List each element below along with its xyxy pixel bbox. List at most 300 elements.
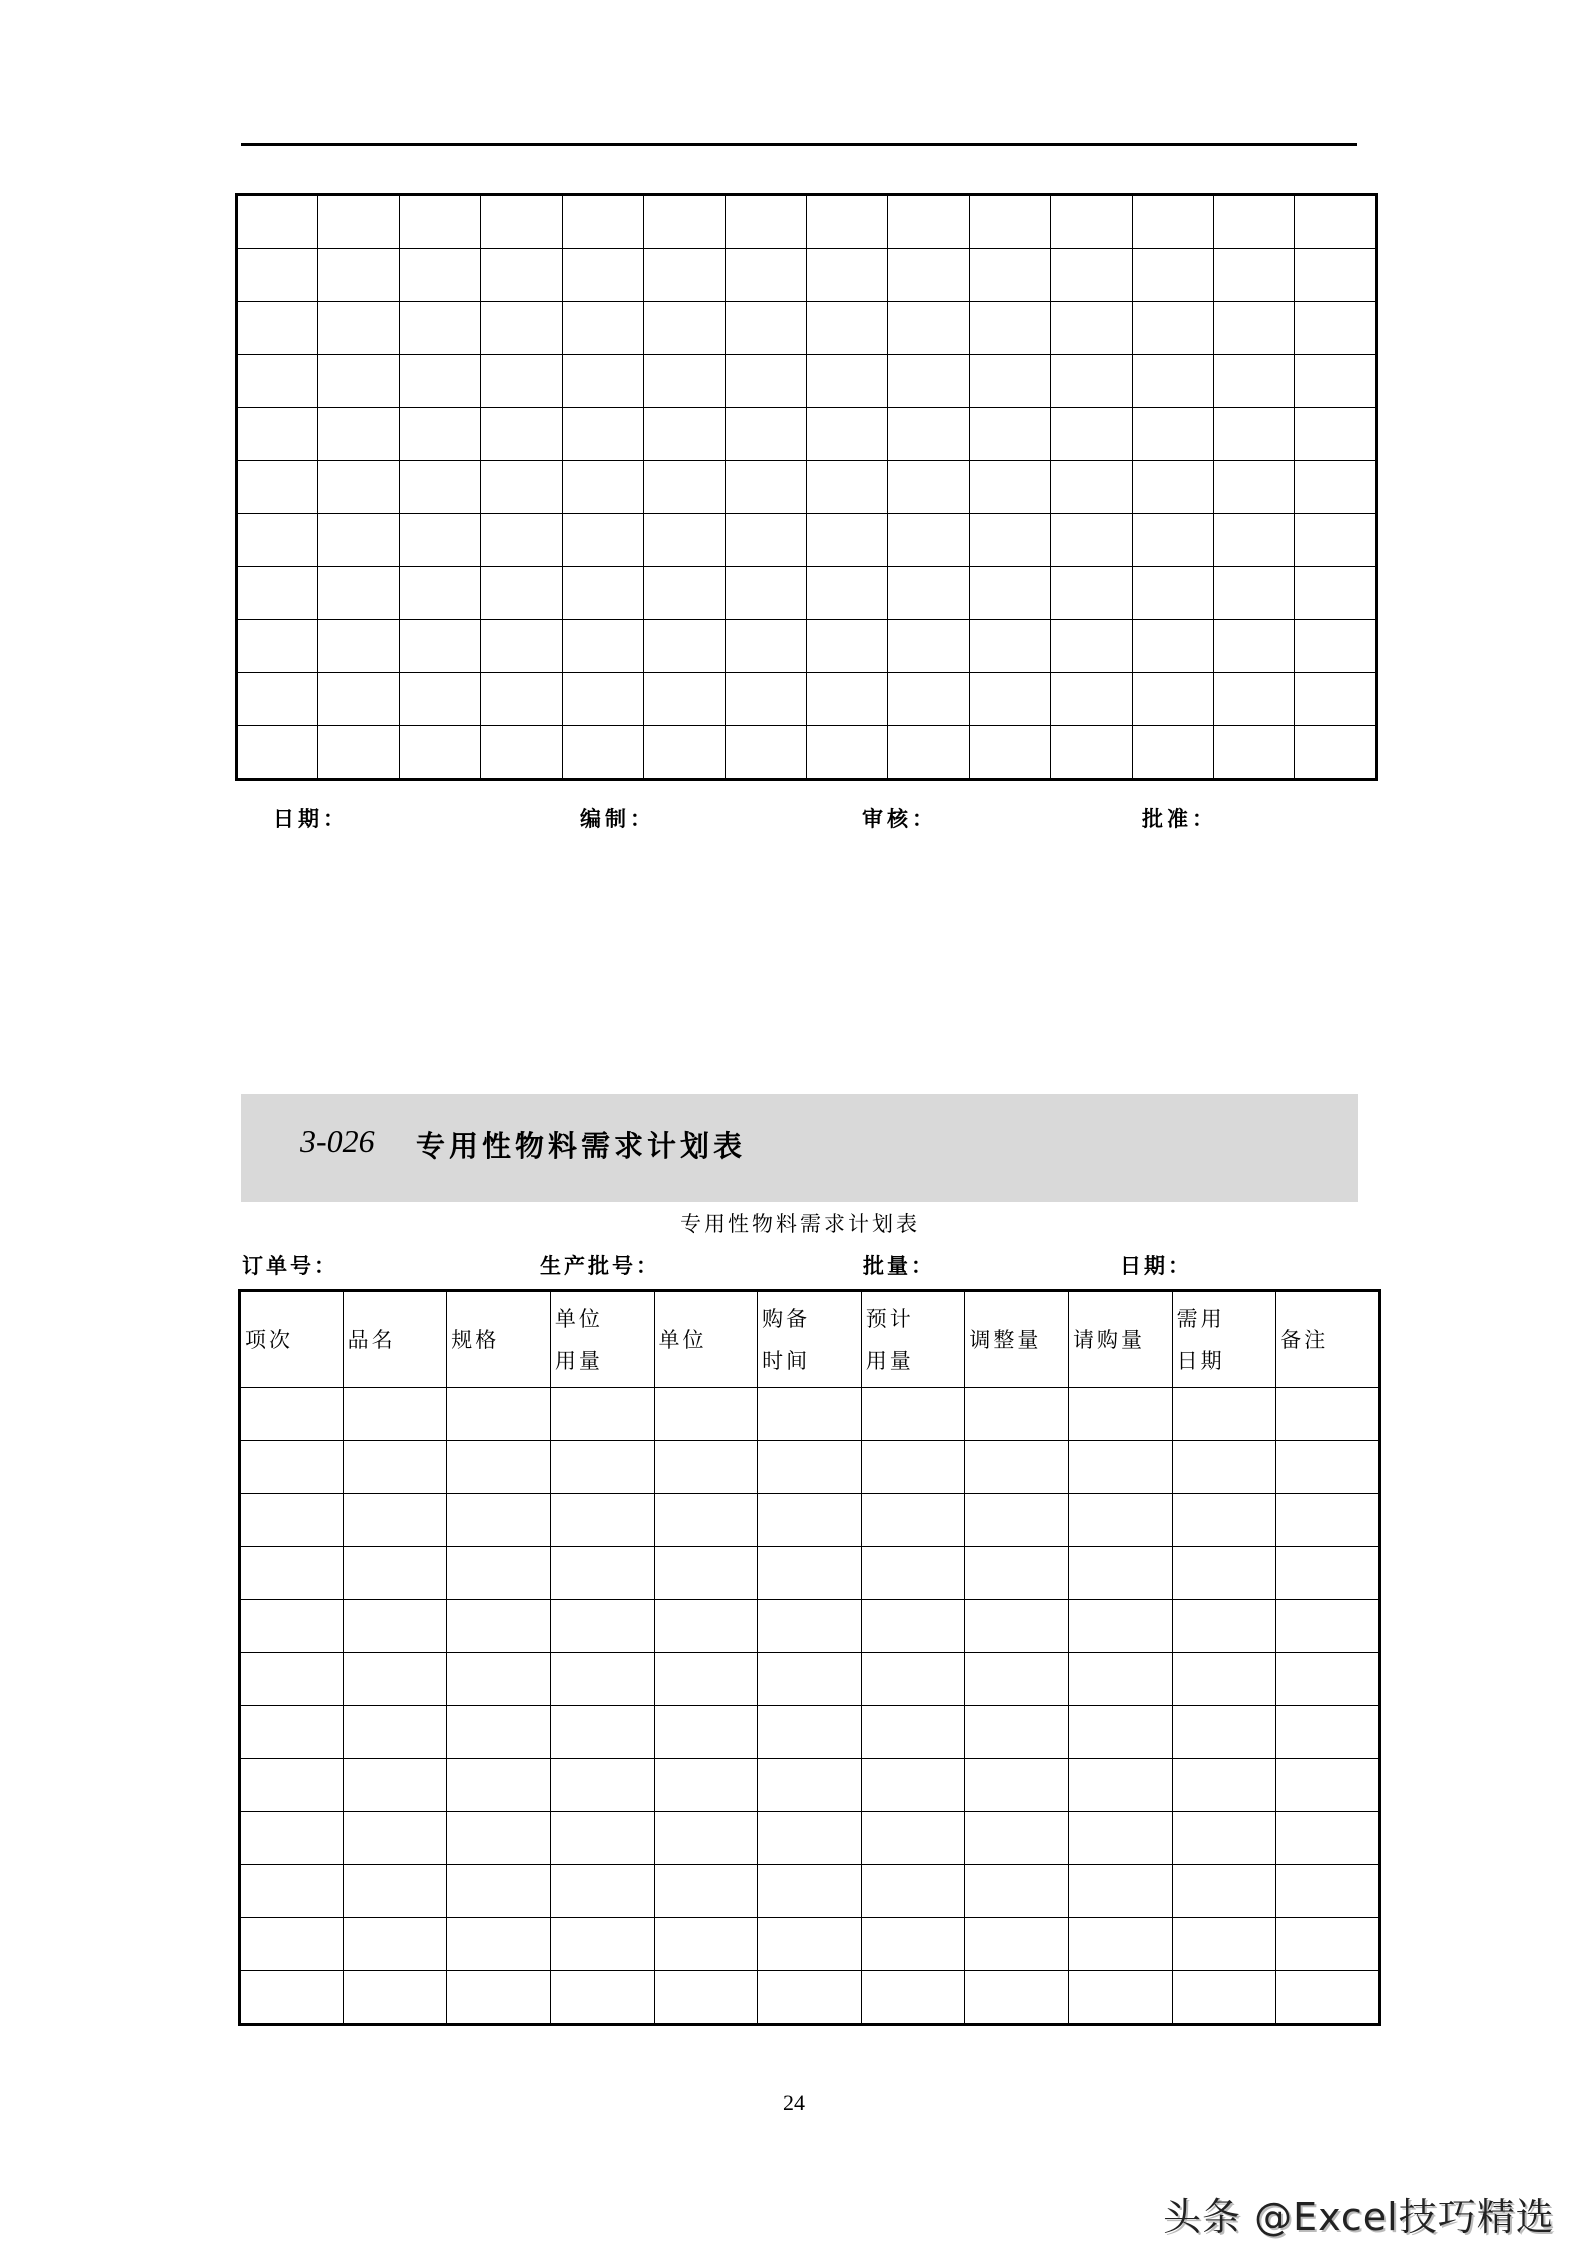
table-cell[interactable] bbox=[861, 1494, 965, 1547]
grid-cell[interactable] bbox=[1051, 567, 1132, 620]
grid-cell[interactable] bbox=[888, 673, 969, 726]
grid-cell[interactable] bbox=[969, 408, 1050, 461]
table-cell[interactable] bbox=[654, 1865, 758, 1918]
table-cell[interactable] bbox=[447, 1441, 551, 1494]
table-cell[interactable] bbox=[654, 1812, 758, 1865]
grid-cell[interactable] bbox=[481, 249, 562, 302]
table-cell[interactable] bbox=[965, 1706, 1069, 1759]
grid-cell[interactable] bbox=[888, 302, 969, 355]
table-cell[interactable] bbox=[343, 1865, 447, 1918]
table-cell[interactable] bbox=[861, 1441, 965, 1494]
grid-cell[interactable] bbox=[806, 673, 887, 726]
grid-cell[interactable] bbox=[1051, 726, 1132, 780]
grid-cell[interactable] bbox=[562, 726, 643, 780]
grid-row bbox=[237, 514, 1377, 567]
grid-cell[interactable] bbox=[318, 726, 399, 780]
grid-cell[interactable] bbox=[318, 355, 399, 408]
grid-cell[interactable] bbox=[562, 408, 643, 461]
grid-cell[interactable] bbox=[1051, 408, 1132, 461]
table-cell[interactable] bbox=[861, 1388, 965, 1441]
grid-cell[interactable] bbox=[481, 620, 562, 673]
grid-cell[interactable] bbox=[1295, 620, 1377, 673]
grid-cell[interactable] bbox=[1214, 408, 1295, 461]
table-cell[interactable] bbox=[965, 1971, 1069, 2025]
grid-row bbox=[237, 567, 1377, 620]
table-cell[interactable] bbox=[1172, 1600, 1276, 1653]
table-cell[interactable] bbox=[240, 1812, 344, 1865]
table-cell[interactable] bbox=[758, 1547, 862, 1600]
grid-cell[interactable] bbox=[888, 355, 969, 408]
grid-cell[interactable] bbox=[725, 726, 806, 780]
grid-cell[interactable] bbox=[318, 514, 399, 567]
table-cell[interactable] bbox=[1069, 1388, 1173, 1441]
grid-cell[interactable] bbox=[318, 302, 399, 355]
grid-cell[interactable] bbox=[237, 461, 318, 514]
table-cell[interactable] bbox=[861, 1918, 965, 1971]
table-cell[interactable] bbox=[447, 1388, 551, 1441]
table-cell[interactable] bbox=[965, 1388, 1069, 1441]
grid-cell[interactable] bbox=[806, 620, 887, 673]
table-cell[interactable] bbox=[447, 1759, 551, 1812]
grid-cell[interactable] bbox=[562, 355, 643, 408]
grid-cell[interactable] bbox=[644, 249, 725, 302]
table-cell[interactable] bbox=[240, 1971, 344, 2025]
table-cell[interactable] bbox=[861, 1812, 965, 1865]
table-cell[interactable] bbox=[1276, 1759, 1380, 1812]
grid-cell[interactable] bbox=[562, 461, 643, 514]
quantity-label: 批量： bbox=[863, 1254, 935, 1278]
grid-cell[interactable] bbox=[1132, 249, 1213, 302]
grid-cell[interactable] bbox=[562, 249, 643, 302]
grid-cell[interactable] bbox=[1295, 302, 1377, 355]
table-cell[interactable] bbox=[447, 1971, 551, 2025]
grid-cell[interactable] bbox=[237, 355, 318, 408]
table-cell[interactable] bbox=[447, 1653, 551, 1706]
table-cell[interactable] bbox=[1069, 1494, 1173, 1547]
grid-cell[interactable] bbox=[644, 302, 725, 355]
grid-cell[interactable] bbox=[725, 514, 806, 567]
grid-cell[interactable] bbox=[237, 195, 318, 249]
table-cell[interactable] bbox=[1276, 1971, 1380, 2025]
table-cell[interactable] bbox=[1276, 1547, 1380, 1600]
table-cell[interactable] bbox=[861, 1600, 965, 1653]
grid-cell[interactable] bbox=[1051, 620, 1132, 673]
table-cell[interactable] bbox=[240, 1494, 344, 1547]
table-cell[interactable] bbox=[1276, 1388, 1380, 1441]
grid-cell[interactable] bbox=[399, 514, 480, 567]
table-cell[interactable] bbox=[654, 1388, 758, 1441]
table-cell[interactable] bbox=[550, 1653, 654, 1706]
grid-cell[interactable] bbox=[1132, 408, 1213, 461]
table-cell[interactable] bbox=[343, 1653, 447, 1706]
grid-cell[interactable] bbox=[318, 461, 399, 514]
grid-cell[interactable] bbox=[399, 249, 480, 302]
table-cell[interactable] bbox=[1069, 1547, 1173, 1600]
grid-cell[interactable] bbox=[237, 249, 318, 302]
column-header-line2: 用量 bbox=[865, 1348, 914, 1373]
table-cell[interactable] bbox=[1069, 1971, 1173, 2025]
table-cell[interactable] bbox=[1172, 1388, 1276, 1441]
table-cell[interactable] bbox=[1172, 1918, 1276, 1971]
table-cell[interactable] bbox=[550, 1865, 654, 1918]
table-cell[interactable] bbox=[758, 1494, 862, 1547]
table-cell[interactable] bbox=[861, 1971, 965, 2025]
table-cell[interactable] bbox=[1172, 1759, 1276, 1812]
grid-cell[interactable] bbox=[806, 567, 887, 620]
table-cell[interactable] bbox=[1172, 1494, 1276, 1547]
grid-cell[interactable] bbox=[969, 620, 1050, 673]
table-cell[interactable] bbox=[550, 1388, 654, 1441]
grid-cell[interactable] bbox=[1132, 726, 1213, 780]
grid-cell[interactable] bbox=[237, 620, 318, 673]
grid-cell[interactable] bbox=[806, 355, 887, 408]
grid-cell[interactable] bbox=[1214, 302, 1295, 355]
table-cell[interactable] bbox=[1276, 1812, 1380, 1865]
grid-cell[interactable] bbox=[644, 567, 725, 620]
grid-cell[interactable] bbox=[481, 461, 562, 514]
grid-cell[interactable] bbox=[806, 408, 887, 461]
table-header-row bbox=[240, 1291, 1380, 1388]
grid-cell[interactable] bbox=[806, 249, 887, 302]
grid-cell[interactable] bbox=[644, 195, 725, 249]
grid-cell[interactable] bbox=[1132, 461, 1213, 514]
grid-cell[interactable] bbox=[1214, 461, 1295, 514]
grid-cell[interactable] bbox=[399, 195, 480, 249]
grid-cell[interactable] bbox=[1214, 726, 1295, 780]
grid-cell[interactable] bbox=[1295, 514, 1377, 567]
table-cell[interactable] bbox=[1276, 1706, 1380, 1759]
grid-cell[interactable] bbox=[725, 567, 806, 620]
table-cell[interactable] bbox=[654, 1653, 758, 1706]
grid-cell[interactable] bbox=[1295, 408, 1377, 461]
grid-cell[interactable] bbox=[888, 567, 969, 620]
grid-cell[interactable] bbox=[399, 408, 480, 461]
grid-row bbox=[237, 355, 1377, 408]
grid-cell[interactable] bbox=[806, 302, 887, 355]
grid-cell[interactable] bbox=[1295, 461, 1377, 514]
table-cell[interactable] bbox=[861, 1547, 965, 1600]
table-cell[interactable] bbox=[654, 1441, 758, 1494]
column-header-line2: 日期 bbox=[1176, 1348, 1225, 1373]
table-cell[interactable] bbox=[1172, 1547, 1276, 1600]
grid-cell[interactable] bbox=[1051, 673, 1132, 726]
grid-cell[interactable] bbox=[969, 461, 1050, 514]
table-cell[interactable] bbox=[240, 1441, 344, 1494]
grid-cell[interactable] bbox=[237, 567, 318, 620]
table-cell[interactable] bbox=[550, 1441, 654, 1494]
grid-cell[interactable] bbox=[562, 673, 643, 726]
table-cell[interactable] bbox=[1276, 1600, 1380, 1653]
table-cell[interactable] bbox=[965, 1653, 1069, 1706]
grid-cell[interactable] bbox=[888, 408, 969, 461]
table-cell[interactable] bbox=[240, 1600, 344, 1653]
table-cell[interactable] bbox=[447, 1494, 551, 1547]
grid-cell[interactable] bbox=[1295, 726, 1377, 780]
grid-cell[interactable] bbox=[481, 302, 562, 355]
grid-cell[interactable] bbox=[1132, 195, 1213, 249]
table-cell[interactable] bbox=[965, 1918, 1069, 1971]
grid-cell[interactable] bbox=[562, 195, 643, 249]
grid-cell[interactable] bbox=[399, 567, 480, 620]
table-cell[interactable] bbox=[1069, 1918, 1173, 1971]
grid-cell[interactable] bbox=[644, 355, 725, 408]
grid-cell[interactable] bbox=[562, 302, 643, 355]
table-cell[interactable] bbox=[1172, 1865, 1276, 1918]
page-number: 24 bbox=[783, 2090, 805, 2115]
grid-cell[interactable] bbox=[644, 461, 725, 514]
grid-cell[interactable] bbox=[399, 673, 480, 726]
table-cell[interactable] bbox=[654, 1971, 758, 2025]
table-cell[interactable] bbox=[447, 1918, 551, 1971]
table-cell[interactable] bbox=[965, 1865, 1069, 1918]
grid-cell[interactable] bbox=[562, 514, 643, 567]
grid-cell[interactable] bbox=[1132, 567, 1213, 620]
table-cell[interactable] bbox=[758, 1918, 862, 1971]
grid-cell[interactable] bbox=[1214, 673, 1295, 726]
table-cell[interactable] bbox=[861, 1759, 965, 1812]
table-cell[interactable] bbox=[240, 1547, 344, 1600]
table-cell[interactable] bbox=[1069, 1441, 1173, 1494]
grid-cell[interactable] bbox=[1132, 302, 1213, 355]
grid-cell[interactable] bbox=[1132, 673, 1213, 726]
grid-cell[interactable] bbox=[725, 461, 806, 514]
grid-cell[interactable] bbox=[1051, 195, 1132, 249]
table-cell[interactable] bbox=[343, 1706, 447, 1759]
table-cell[interactable] bbox=[758, 1812, 862, 1865]
grid-cell[interactable] bbox=[644, 408, 725, 461]
table-cell[interactable] bbox=[965, 1812, 1069, 1865]
grid-cell[interactable] bbox=[969, 195, 1050, 249]
grid-cell[interactable] bbox=[1132, 620, 1213, 673]
table-cell[interactable] bbox=[758, 1706, 862, 1759]
grid-cell[interactable] bbox=[237, 673, 318, 726]
table-cell[interactable] bbox=[654, 1600, 758, 1653]
table-cell[interactable] bbox=[240, 1653, 344, 1706]
grid-cell[interactable] bbox=[1295, 673, 1377, 726]
grid-cell[interactable] bbox=[806, 461, 887, 514]
grid-cell[interactable] bbox=[969, 355, 1050, 408]
table-cell[interactable] bbox=[1172, 1812, 1276, 1865]
column-header bbox=[343, 1291, 447, 1388]
table-cell[interactable] bbox=[447, 1706, 551, 1759]
table-cell[interactable] bbox=[1276, 1918, 1380, 1971]
grid-cell[interactable] bbox=[237, 726, 318, 780]
grid-cell[interactable] bbox=[1295, 249, 1377, 302]
order-no-label: 订单号： bbox=[242, 1254, 338, 1278]
table-cell[interactable] bbox=[965, 1600, 1069, 1653]
table-cell[interactable] bbox=[343, 1759, 447, 1812]
grid-cell[interactable] bbox=[481, 514, 562, 567]
grid-cell[interactable] bbox=[399, 355, 480, 408]
grid-cell[interactable] bbox=[725, 249, 806, 302]
table-cell[interactable] bbox=[343, 1388, 447, 1441]
table-cell[interactable] bbox=[1276, 1441, 1380, 1494]
grid-cell[interactable] bbox=[237, 408, 318, 461]
table-cell[interactable] bbox=[550, 1812, 654, 1865]
grid-cell[interactable] bbox=[725, 620, 806, 673]
table-cell[interactable] bbox=[1172, 1971, 1276, 2025]
table-cell[interactable] bbox=[861, 1706, 965, 1759]
table-cell[interactable] bbox=[1172, 1653, 1276, 1706]
grid-cell[interactable] bbox=[725, 673, 806, 726]
table-cell[interactable] bbox=[447, 1600, 551, 1653]
grid-cell[interactable] bbox=[481, 195, 562, 249]
grid-cell[interactable] bbox=[399, 726, 480, 780]
table-cell[interactable] bbox=[550, 1494, 654, 1547]
grid-cell[interactable] bbox=[644, 673, 725, 726]
grid-cell[interactable] bbox=[481, 567, 562, 620]
table-cell[interactable] bbox=[1069, 1759, 1173, 1812]
grid-cell[interactable] bbox=[318, 195, 399, 249]
table-cell[interactable] bbox=[654, 1547, 758, 1600]
grid-cell[interactable] bbox=[969, 726, 1050, 780]
table-cell[interactable] bbox=[343, 1918, 447, 1971]
grid-cell[interactable] bbox=[888, 514, 969, 567]
grid-cell[interactable] bbox=[1295, 567, 1377, 620]
table-cell[interactable] bbox=[447, 1865, 551, 1918]
table-cell[interactable] bbox=[1069, 1706, 1173, 1759]
grid-cell[interactable] bbox=[1214, 195, 1295, 249]
grid-cell[interactable] bbox=[969, 249, 1050, 302]
grid-cell[interactable] bbox=[888, 726, 969, 780]
table-cell[interactable] bbox=[1172, 1441, 1276, 1494]
table-cell[interactable] bbox=[758, 1388, 862, 1441]
table-cell[interactable] bbox=[758, 1600, 862, 1653]
table-cell[interactable] bbox=[758, 1865, 862, 1918]
table-cell[interactable] bbox=[240, 1759, 344, 1812]
table-cell[interactable] bbox=[758, 1441, 862, 1494]
grid-cell[interactable] bbox=[969, 302, 1050, 355]
grid-cell[interactable] bbox=[237, 302, 318, 355]
grid-cell[interactable] bbox=[725, 302, 806, 355]
grid-cell[interactable] bbox=[969, 514, 1050, 567]
grid-cell[interactable] bbox=[1214, 249, 1295, 302]
grid-cell[interactable] bbox=[725, 195, 806, 249]
grid-cell[interactable] bbox=[399, 461, 480, 514]
table-cell[interactable] bbox=[758, 1653, 862, 1706]
table-cell[interactable] bbox=[965, 1547, 1069, 1600]
table-cell[interactable] bbox=[447, 1812, 551, 1865]
grid-cell[interactable] bbox=[481, 408, 562, 461]
column-header bbox=[447, 1291, 551, 1388]
table-cell[interactable] bbox=[1069, 1812, 1173, 1865]
table-cell[interactable] bbox=[965, 1759, 1069, 1812]
grid-cell[interactable] bbox=[1132, 355, 1213, 408]
grid-cell[interactable] bbox=[318, 620, 399, 673]
grid-cell[interactable] bbox=[481, 726, 562, 780]
grid-cell[interactable] bbox=[806, 514, 887, 567]
grid-cell[interactable] bbox=[725, 408, 806, 461]
grid-cell[interactable] bbox=[1051, 461, 1132, 514]
grid-cell[interactable] bbox=[399, 620, 480, 673]
table-cell[interactable] bbox=[343, 1441, 447, 1494]
grid-cell[interactable] bbox=[969, 567, 1050, 620]
table-cell[interactable] bbox=[343, 1547, 447, 1600]
grid-cell[interactable] bbox=[399, 302, 480, 355]
table-cell[interactable] bbox=[240, 1865, 344, 1918]
table-cell[interactable] bbox=[343, 1494, 447, 1547]
grid-cell[interactable] bbox=[237, 514, 318, 567]
grid-cell[interactable] bbox=[1051, 249, 1132, 302]
table-cell[interactable] bbox=[654, 1706, 758, 1759]
table-cell[interactable] bbox=[343, 1600, 447, 1653]
table-cell[interactable] bbox=[965, 1494, 1069, 1547]
table-cell[interactable] bbox=[240, 1918, 344, 1971]
grid-cell[interactable] bbox=[888, 461, 969, 514]
grid-cell[interactable] bbox=[318, 673, 399, 726]
table-cell[interactable] bbox=[1276, 1494, 1380, 1547]
grid-cell[interactable] bbox=[318, 408, 399, 461]
table-cell[interactable] bbox=[861, 1653, 965, 1706]
column-header-line1: 预计 bbox=[865, 1306, 914, 1331]
grid-cell[interactable] bbox=[725, 355, 806, 408]
grid-row bbox=[237, 408, 1377, 461]
table-cell[interactable] bbox=[654, 1494, 758, 1547]
table-cell[interactable] bbox=[1069, 1653, 1173, 1706]
grid-cell[interactable] bbox=[1051, 514, 1132, 567]
table-cell[interactable] bbox=[550, 1547, 654, 1600]
grid-cell[interactable] bbox=[1051, 355, 1132, 408]
table-cell[interactable] bbox=[240, 1388, 344, 1441]
grid-cell[interactable] bbox=[562, 567, 643, 620]
grid-cell[interactable] bbox=[888, 620, 969, 673]
grid-cell[interactable] bbox=[318, 249, 399, 302]
table-cell[interactable] bbox=[550, 1918, 654, 1971]
table-cell[interactable] bbox=[550, 1971, 654, 2025]
table-cell[interactable] bbox=[1276, 1653, 1380, 1706]
grid-cell[interactable] bbox=[1295, 355, 1377, 408]
grid-cell[interactable] bbox=[1132, 514, 1213, 567]
grid-cell[interactable] bbox=[888, 195, 969, 249]
grid-cell[interactable] bbox=[1214, 514, 1295, 567]
table-cell[interactable] bbox=[758, 1971, 862, 2025]
table-cell[interactable] bbox=[758, 1759, 862, 1812]
grid-cell[interactable] bbox=[806, 726, 887, 780]
table-cell[interactable] bbox=[240, 1706, 344, 1759]
grid-cell[interactable] bbox=[644, 514, 725, 567]
grid-cell[interactable] bbox=[1214, 567, 1295, 620]
grid-cell[interactable] bbox=[644, 726, 725, 780]
grid-cell[interactable] bbox=[1295, 195, 1377, 249]
table-cell[interactable] bbox=[1069, 1865, 1173, 1918]
table-cell[interactable] bbox=[1069, 1600, 1173, 1653]
grid-cell[interactable] bbox=[644, 620, 725, 673]
table-cell[interactable] bbox=[654, 1759, 758, 1812]
grid-cell[interactable] bbox=[318, 567, 399, 620]
grid-cell[interactable] bbox=[1214, 355, 1295, 408]
table-cell[interactable] bbox=[447, 1547, 551, 1600]
grid-cell[interactable] bbox=[969, 673, 1050, 726]
grid-cell[interactable] bbox=[888, 249, 969, 302]
grid-cell[interactable] bbox=[1051, 302, 1132, 355]
table-cell[interactable] bbox=[965, 1441, 1069, 1494]
table-cell[interactable] bbox=[343, 1971, 447, 2025]
table-cell[interactable] bbox=[654, 1918, 758, 1971]
table-cell[interactable] bbox=[343, 1812, 447, 1865]
grid-cell[interactable] bbox=[1214, 620, 1295, 673]
table-cell[interactable] bbox=[550, 1759, 654, 1812]
grid-cell[interactable] bbox=[806, 195, 887, 249]
table-cell[interactable] bbox=[1172, 1706, 1276, 1759]
column-header bbox=[654, 1291, 758, 1388]
table-cell[interactable] bbox=[550, 1600, 654, 1653]
table-cell[interactable] bbox=[550, 1706, 654, 1759]
grid-cell[interactable] bbox=[481, 673, 562, 726]
grid-cell[interactable] bbox=[481, 355, 562, 408]
table-cell[interactable] bbox=[1276, 1865, 1380, 1918]
table-cell[interactable] bbox=[861, 1865, 965, 1918]
grid-cell[interactable] bbox=[562, 620, 643, 673]
